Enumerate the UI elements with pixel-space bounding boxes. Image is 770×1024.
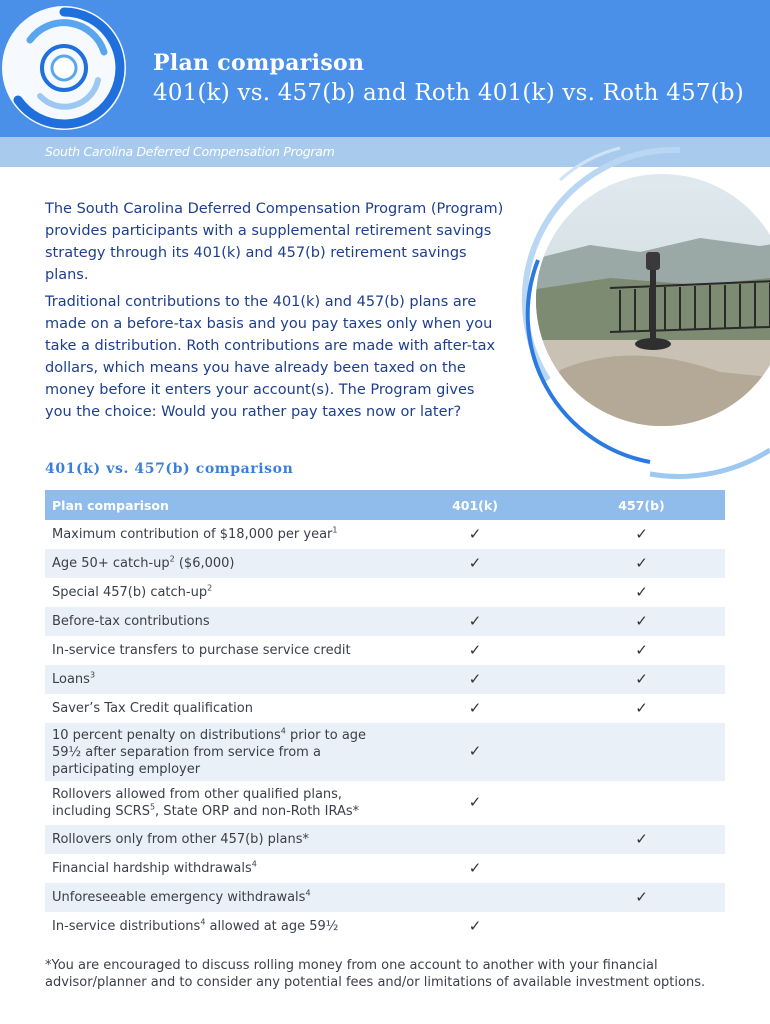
row-label — [45, 858, 392, 879]
row-cell-k401 — [392, 700, 558, 718]
footnote-marker: 3 — [89, 670, 96, 680]
row-label-text: Maximum contribution of $18,000 per year — [52, 527, 333, 542]
row-cell-k401 — [392, 918, 558, 936]
footnote-marker: 2 — [169, 554, 175, 564]
check-401k-icon: ✓ — [468, 524, 482, 543]
row-label — [45, 640, 392, 661]
footnote-marker: 5 — [149, 802, 156, 812]
intro-paragraph-2: Traditional contributions to the 401(k) and 457(b) plans are made on a before-tax basis and you pay taxes only when you take a distribution. Roth contributions are made with after-tax dollars, which means you have already been taxed on the money before it enters your account(s). The Program gives you the choice: Would you rather pay taxes now or later? — [45, 294, 496, 420]
table-row — [45, 825, 725, 854]
table-row — [45, 781, 725, 825]
row-cell-b457 — [558, 642, 725, 660]
intro-paragraph-1: The South Carolina Deferred Compensation Program (Program) provides participants with a supplemental retirement savings strategy through its 401(k) and 457(b) retirement savings plans. — [45, 201, 504, 283]
check-457b-icon: ✓ — [635, 698, 648, 717]
table-body — [45, 520, 725, 941]
row-label-text: Special 457(b) catch-up — [52, 585, 208, 600]
comparison-heading: 401(k) vs. 457(b) comparison — [45, 461, 294, 477]
table-row — [45, 723, 725, 781]
row-label-text: Rollovers only from other 457(b) plans* — [52, 832, 309, 847]
check-401k-icon: ✓ — [468, 669, 482, 688]
check-401k-icon: ✓ — [468, 640, 482, 659]
check-401k-icon: ✓ — [468, 553, 482, 572]
row-label-text: Financial hardship withdrawals — [52, 861, 252, 876]
row-label — [45, 916, 392, 937]
row-label-text: Loans — [52, 672, 90, 687]
row-cell-b457 — [558, 700, 725, 718]
row-label-text: Age 50+ catch-up — [52, 556, 170, 571]
check-457b-icon: ✓ — [635, 524, 648, 543]
table-row — [45, 665, 725, 694]
concentric-arcs-logo-icon — [0, 0, 150, 150]
table-row — [45, 549, 725, 578]
row-label-tail: , State ORP and non-Roth IRAs* — [155, 804, 360, 819]
check-457b-icon: ✓ — [635, 553, 648, 572]
check-457b-icon: ✓ — [635, 640, 648, 659]
row-label — [45, 669, 392, 690]
table-row — [45, 912, 725, 941]
check-457b-icon: ✓ — [635, 582, 648, 601]
row-cell-k401 — [392, 860, 558, 878]
row-label — [45, 582, 392, 603]
column-header-plan-comparison: Plan comparison — [52, 497, 169, 513]
row-label-tail: prior to age 59½ after separation from service from a participating employer — [52, 727, 367, 777]
row-label-tail: allowed at age 59½ — [205, 919, 339, 934]
footnote-marker: 4 — [280, 726, 286, 736]
row-label-text: Rollovers allowed from other qualified plans, including SCRS — [52, 787, 343, 819]
row-label-text: Unforeseeable emergency withdrawals — [52, 890, 306, 905]
check-401k-icon: ✓ — [468, 793, 482, 811]
row-cell-b457 — [558, 526, 725, 544]
footnote-marker: 2 — [207, 583, 213, 593]
coin-operated-binoculars-overlook-photo — [500, 140, 770, 480]
table-row — [45, 578, 725, 607]
footnote: *You are encouraged to discuss rolling money from one account to another with your financial advisor/planner and to consider any potential fees and/or limitations of available investment options. — [45, 958, 706, 990]
row-label — [45, 725, 392, 780]
check-457b-icon: ✓ — [635, 669, 648, 688]
row-cell-b457 — [558, 555, 725, 573]
row-label-text: In-service transfers to purchase service credit — [52, 643, 351, 658]
check-401k-icon: ✓ — [468, 916, 482, 935]
row-label — [45, 524, 392, 545]
page-title: Plan comparison — [153, 50, 365, 76]
footnote-marker: 1 — [332, 525, 338, 535]
table-row — [45, 694, 725, 723]
check-457b-icon: ✓ — [635, 829, 648, 848]
row-label-text: Saver’s Tax Credit qualification — [52, 701, 253, 716]
table-row — [45, 520, 725, 549]
check-401k-icon: ✓ — [468, 742, 482, 760]
row-cell-k401 — [392, 794, 558, 812]
check-401k-icon: ✓ — [468, 858, 482, 877]
table-row — [45, 883, 725, 912]
column-header-401k: 401(k) — [452, 497, 498, 513]
program-name: South Carolina Deferred Compensation Program — [45, 144, 335, 159]
footnote-marker: 4 — [251, 859, 257, 869]
column-header-457b: 457(b) — [618, 497, 665, 513]
row-label — [45, 611, 392, 632]
table-row — [45, 607, 725, 636]
row-cell-k401 — [392, 613, 558, 631]
comparison-table — [45, 490, 725, 941]
check-401k-icon: ✓ — [468, 611, 482, 630]
row-label-text: 10 percent penalty on distributions — [52, 727, 281, 743]
check-401k-icon: ✓ — [468, 698, 482, 717]
table-header-row — [45, 490, 725, 520]
row-label — [45, 698, 392, 719]
footnote-marker: 4 — [305, 888, 311, 898]
row-cell-b457 — [558, 831, 725, 849]
row-cell-b457 — [558, 671, 725, 689]
row-cell-k401 — [392, 526, 558, 544]
row-label-text: In-service distributions — [52, 919, 201, 934]
footnote-marker: 4 — [200, 917, 206, 927]
row-cell-b457 — [558, 584, 725, 602]
row-cell-k401 — [392, 642, 558, 660]
row-label — [45, 553, 392, 574]
row-label — [45, 887, 392, 908]
row-cell-k401 — [392, 555, 558, 573]
row-label-tail: ($6,000) — [174, 556, 235, 571]
table-row — [45, 636, 725, 665]
row-cell-b457 — [558, 889, 725, 907]
page-subtitle: 401(k) vs. 457(b) and Roth 401(k) vs. Roth 457(b) — [153, 80, 744, 106]
row-cell-k401 — [392, 671, 558, 689]
check-457b-icon: ✓ — [635, 887, 648, 906]
check-457b-icon: ✓ — [635, 611, 648, 630]
table-row — [45, 854, 725, 883]
row-label-text: Before-tax contributions — [52, 614, 210, 629]
row-cell-k401 — [392, 743, 558, 761]
row-label — [45, 784, 392, 822]
row-cell-b457 — [558, 613, 725, 631]
row-label — [45, 829, 392, 850]
